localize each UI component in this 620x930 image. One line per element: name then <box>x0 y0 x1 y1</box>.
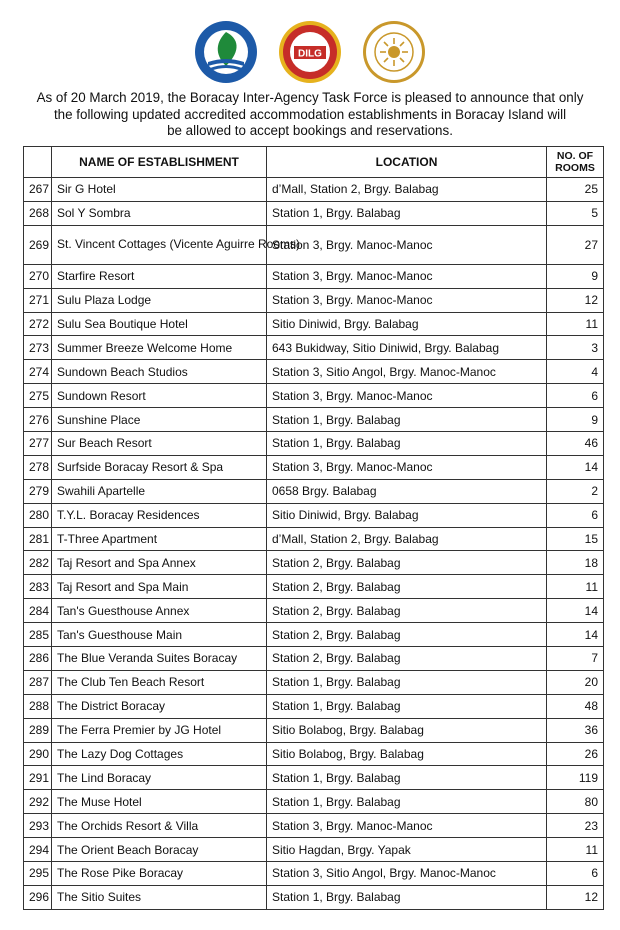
establishment-location: Station 1, Brgy. Balabag <box>267 885 547 909</box>
row-number: 294 <box>24 838 52 862</box>
establishment-location: Station 1, Brgy. Balabag <box>267 408 547 432</box>
establishment-location: Station 2, Brgy. Balabag <box>267 623 547 647</box>
row-number: 291 <box>24 766 52 790</box>
room-count: 6 <box>547 503 604 527</box>
table-row <box>24 647 604 671</box>
room-count: 5 <box>547 201 604 225</box>
room-count: 3 <box>547 336 604 360</box>
row-number: 283 <box>24 575 52 599</box>
room-count: 80 <box>547 790 604 814</box>
establishment-location: Station 1, Brgy. Balabag <box>267 694 547 718</box>
establishment-location: 0658 Brgy. Balabag <box>267 479 547 503</box>
rooms-header-line: NO. OF <box>556 150 594 162</box>
table-row <box>24 551 604 575</box>
row-number: 277 <box>24 432 52 456</box>
row-number: 275 <box>24 384 52 408</box>
establishment-name: Sulu Plaza Lodge <box>52 288 267 312</box>
row-number: 282 <box>24 551 52 575</box>
establishment-location: Station 1, Brgy. Balabag <box>267 670 547 694</box>
establishment-location: Station 3, Brgy. Manoc-Manoc <box>267 814 547 838</box>
establishment-location: Sitio Diniwid, Brgy. Balabag <box>267 503 547 527</box>
room-count: 11 <box>547 575 604 599</box>
establishment-name: Sunshine Place <box>52 408 267 432</box>
announcement <box>10 90 610 140</box>
table-row <box>24 742 604 766</box>
establishment-location: Station 1, Brgy. Balabag <box>267 201 547 225</box>
table-row <box>24 288 604 312</box>
establishment-name: The Ferra Premier by JG Hotel <box>52 718 267 742</box>
room-count: 36 <box>547 718 604 742</box>
establishment-name: The Rose Pike Boracay <box>52 862 267 886</box>
establishment-name: The District Boracay <box>52 694 267 718</box>
establishment-location: Sitio Diniwid, Brgy. Balabag <box>267 312 547 336</box>
room-count: 27 <box>547 225 604 264</box>
establishment-name: Starfire Resort <box>52 264 267 288</box>
room-count: 14 <box>547 455 604 479</box>
room-count: 14 <box>547 599 604 623</box>
establishment-name: Tan's Guesthouse Main <box>52 623 267 647</box>
rooms-column-header <box>547 147 604 178</box>
establishment-location: Station 1, Brgy. Balabag <box>267 790 547 814</box>
row-number: 280 <box>24 503 52 527</box>
row-number: 285 <box>24 623 52 647</box>
row-number: 267 <box>24 178 52 202</box>
room-count: 12 <box>547 288 604 312</box>
room-count: 119 <box>547 766 604 790</box>
establishment-location: Station 2, Brgy. Balabag <box>267 551 547 575</box>
row-number: 279 <box>24 479 52 503</box>
establishment-name: Surfside Boracay Resort & Spa <box>52 455 267 479</box>
row-number: 274 <box>24 360 52 384</box>
room-count: 25 <box>547 178 604 202</box>
row-number: 269 <box>24 225 52 264</box>
establishment-name: Sur Beach Resort <box>52 432 267 456</box>
table-row <box>24 694 604 718</box>
row-number: 284 <box>24 599 52 623</box>
room-count: 4 <box>547 360 604 384</box>
establishment-location: Sitio Bolabog, Brgy. Balabag <box>267 718 547 742</box>
room-count: 18 <box>547 551 604 575</box>
room-count: 9 <box>547 408 604 432</box>
establishment-name: The Orient Beach Boracay <box>52 838 267 862</box>
establishments-table <box>23 146 604 910</box>
room-count: 23 <box>547 814 604 838</box>
dot-logo-icon <box>362 20 426 84</box>
dilg-logo-icon <box>278 20 342 84</box>
table-row <box>24 527 604 551</box>
row-number: 276 <box>24 408 52 432</box>
room-count: 20 <box>547 670 604 694</box>
room-count: 12 <box>547 885 604 909</box>
establishment-name: Summer Breeze Welcome Home <box>52 336 267 360</box>
table-row <box>24 455 604 479</box>
table-row <box>24 814 604 838</box>
establishment-name: The Lazy Dog Cottages <box>52 742 267 766</box>
name-column-header: NAME OF ESTABLISHMENT <box>52 147 267 178</box>
room-count: 11 <box>547 838 604 862</box>
table-row <box>24 575 604 599</box>
room-count: 15 <box>547 527 604 551</box>
establishment-name: The Orchids Resort & Villa <box>52 814 267 838</box>
table-row <box>24 201 604 225</box>
establishment-name: Sundown Beach Studios <box>52 360 267 384</box>
row-number: 281 <box>24 527 52 551</box>
row-number: 290 <box>24 742 52 766</box>
row-number: 293 <box>24 814 52 838</box>
location-column-header: LOCATION <box>267 147 547 178</box>
row-number: 287 <box>24 670 52 694</box>
table-row <box>24 838 604 862</box>
establishment-location: Station 3, Brgy. Manoc-Manoc <box>267 384 547 408</box>
establishment-location: d’Mall, Station 2, Brgy. Balabag <box>267 527 547 551</box>
table-row <box>24 312 604 336</box>
row-number: 268 <box>24 201 52 225</box>
establishment-name: Taj Resort and Spa Main <box>52 575 267 599</box>
table-row <box>24 264 604 288</box>
table-row <box>24 790 604 814</box>
table-row <box>24 479 604 503</box>
announcement-line: the following updated accredited accommodation establishments in Boracay Island will <box>53 106 567 122</box>
establishment-name: Swahili Apartelle <box>52 479 267 503</box>
establishment-location: Station 3, Sitio Angol, Brgy. Manoc-Manoc <box>267 360 547 384</box>
row-number: 272 <box>24 312 52 336</box>
establishment-name: Taj Resort and Spa Annex <box>52 551 267 575</box>
establishment-location: d’Mall, Station 2, Brgy. Balabag <box>267 178 547 202</box>
establishment-name: The Sitio Suites <box>52 885 267 909</box>
row-number: 271 <box>24 288 52 312</box>
table-header-row <box>24 147 604 178</box>
establishment-name: The Blue Veranda Suites Boracay <box>52 647 267 671</box>
room-count: 6 <box>547 862 604 886</box>
row-number: 292 <box>24 790 52 814</box>
table-row <box>24 885 604 909</box>
establishment-name: Sir G Hotel <box>52 178 267 202</box>
establishment-location: Station 2, Brgy. Balabag <box>267 647 547 671</box>
establishment-name: The Lind Boracay <box>52 766 267 790</box>
establishment-location: Station 2, Brgy. Balabag <box>267 599 547 623</box>
room-count: 48 <box>547 694 604 718</box>
table-row <box>24 718 604 742</box>
table-row <box>24 408 604 432</box>
room-count: 6 <box>547 384 604 408</box>
table-row <box>24 766 604 790</box>
room-count: 26 <box>547 742 604 766</box>
establishment-location: Station 3, Sitio Angol, Brgy. Manoc-Manoc <box>267 862 547 886</box>
row-number: 289 <box>24 718 52 742</box>
table-row <box>24 503 604 527</box>
establishment-location: 643 Bukidway, Sitio Diniwid, Brgy. Balabag <box>267 336 547 360</box>
establishment-location: Sitio Hagdan, Brgy. Yapak <box>267 838 547 862</box>
room-count: 11 <box>547 312 604 336</box>
establishment-name: T-Three Apartment <box>52 527 267 551</box>
table-row <box>24 599 604 623</box>
row-number: 288 <box>24 694 52 718</box>
table-row <box>24 862 604 886</box>
table-row <box>24 360 604 384</box>
dilg-logo-text: DILG <box>298 48 322 60</box>
establishment-location: Station 1, Brgy. Balabag <box>267 432 547 456</box>
establishment-location: Sitio Bolabog, Brgy. Balabag <box>267 742 547 766</box>
room-count: 9 <box>547 264 604 288</box>
table-row <box>24 178 604 202</box>
establishment-location: Station 3, Brgy. Manoc-Manoc <box>267 264 547 288</box>
establishment-location: Station 3, Brgy. Manoc-Manoc <box>267 288 547 312</box>
rooms-header-line: ROOMS <box>555 162 595 174</box>
announcement-line: be allowed to accept bookings and reservations. <box>167 123 453 138</box>
row-number: 273 <box>24 336 52 360</box>
table-row <box>24 670 604 694</box>
room-count: 46 <box>547 432 604 456</box>
row-number: 296 <box>24 885 52 909</box>
room-count: 7 <box>547 647 604 671</box>
establishment-name: The Muse Hotel <box>52 790 267 814</box>
room-count: 2 <box>547 479 604 503</box>
table-row <box>24 384 604 408</box>
table-row <box>24 623 604 647</box>
row-number: 286 <box>24 647 52 671</box>
establishment-name: Tan's Guesthouse Annex <box>52 599 267 623</box>
establishment-name: St. Vincent Cottages (Vicente Aguirre Rooms) <box>52 225 267 264</box>
logo-row <box>0 20 620 84</box>
denr-logo-icon <box>194 20 258 84</box>
table-row <box>24 336 604 360</box>
row-number: 278 <box>24 455 52 479</box>
announcement-line: As of 20 March 2019, the Boracay Inter-Agency Task Force is pleased to announce that only <box>36 90 584 105</box>
establishment-name: Sol Y Sombra <box>52 201 267 225</box>
establishment-name: Sundown Resort <box>52 384 267 408</box>
establishment-name: T.Y.L. Boracay Residences <box>52 503 267 527</box>
establishment-location: Station 1, Brgy. Balabag <box>267 766 547 790</box>
table-row <box>24 432 604 456</box>
row-number: 295 <box>24 862 52 886</box>
establishment-location: Station 2, Brgy. Balabag <box>267 575 547 599</box>
row-number: 270 <box>24 264 52 288</box>
establishment-name: Sulu Sea Boutique Hotel <box>52 312 267 336</box>
number-column-header <box>24 147 52 178</box>
establishment-location: Station 3, Brgy. Manoc-Manoc <box>267 455 547 479</box>
establishment-name: The Club Ten Beach Resort <box>52 670 267 694</box>
establishment-location: Station 3, Brgy. Manoc-Manoc <box>267 225 547 264</box>
table-row <box>24 225 604 264</box>
room-count: 14 <box>547 623 604 647</box>
